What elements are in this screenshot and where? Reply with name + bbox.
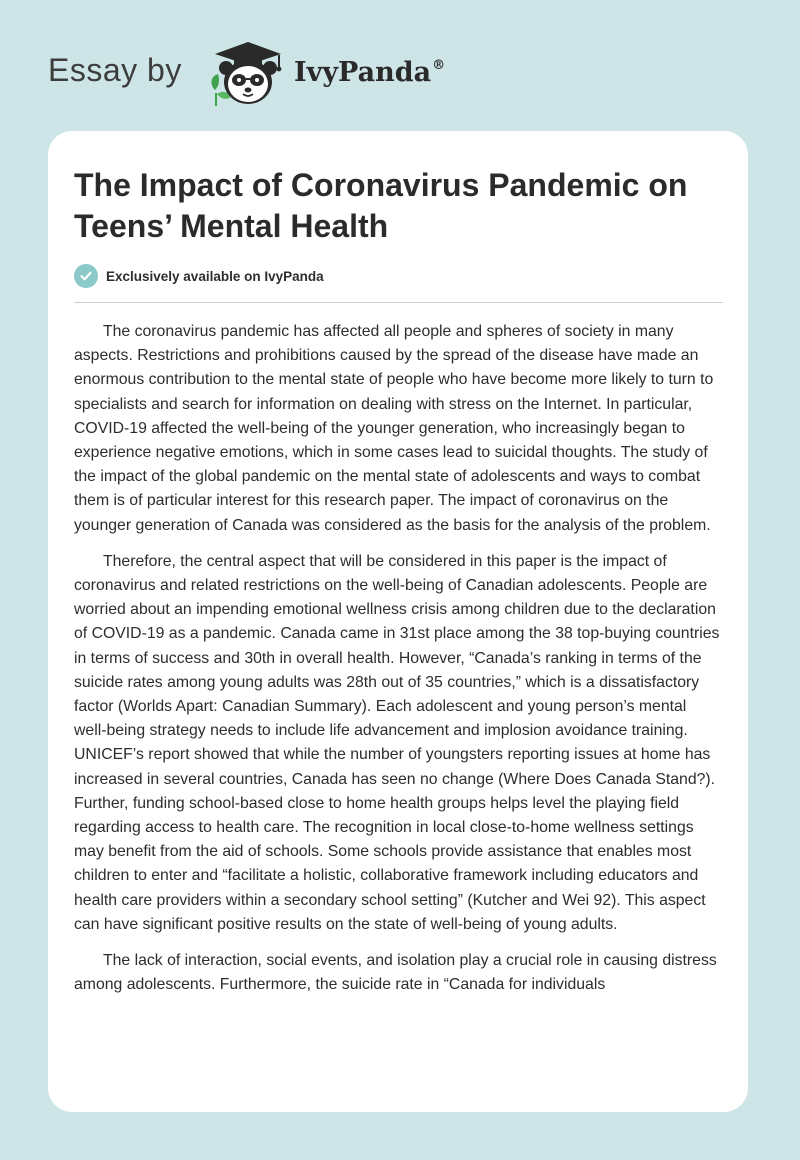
essay-paragraph: The lack of interaction, social events, and isolation play a crucial role in causing distress among adolescents. Furthermore, the suicide rate in “Canada for individuals (74, 952, 717, 994)
divider (74, 302, 723, 303)
site-header (48, 38, 508, 108)
essay-paragraph: Therefore, the central aspect that will be considered in this paper is the impact of coronavirus and related restrictions on the well-being of Canadian adolescents. People are worried about an impending emotional wellness crisis among children due to the declaration of COVID-19 as a pandemic. Canada came in 31st place among the 38 top-buying countries in terms of success and 30th in overall health. However, “Canada’s ranking in terms of the suicide rates among young adults was 28th out of 35 countries,” which is a dissatisfactory factor (Worlds Apart: Canadian Summary). Each adolescent and young person’s mental well-being strategy needs to include life advancement and implosion avoidance training. UNICEF’s report showed that while the number of youngsters reporting issues at home has increased in several countries, Canada has seen no change (Where Does Canada Stand?). Further, funding school-based close to home health groups helps level the playing field regarding access to health care. The recognition in local close-to-home wellness settings may benefit from the aid of schools. Some schools provide assistance that enables most children to enter and “facilitate a holistic, collaborative framework including educators and health care providers within a secondary school setting” (Kutcher and Wei 92). This aspect can have significant positive results on the state of well-being of young adults. (74, 552, 720, 933)
essay-by-label: Essay by (48, 52, 182, 88)
exclusive-badge-text: Exclusively available on IvyPanda (106, 268, 324, 284)
page-title: The Impact of Coronavirus Pandemic on Teens’ Mental Health (74, 167, 688, 244)
essay-card (48, 131, 748, 1112)
essay-body (74, 320, 723, 1009)
registered-mark: ® (432, 58, 446, 73)
essay-paragraph: The coronavirus pandemic has affected all people and spheres of society in many aspects. Restrictions and prohibitions caused by the spread of the disease have made an enormous contribution to the mental state of people who have become more likely to turn to specialists and search for information on dealing with stress on the Internet. In particular, COVID-19 affected the well-being of the younger generation, who increasingly began to experience negative emotions, which in some cases lead to suicidal thoughts. The study of the impact of the global pandemic on the mental state of adolescents and ways to combat them is of particular interest for this research paper. The impact of coronavirus on the younger generation of Canada was considered as the basis for the analysis of the problem. (74, 323, 714, 534)
brand-name[interactable]: IvyPanda® (294, 57, 446, 88)
exclusive-badge (74, 263, 324, 289)
ivypanda-logo-icon[interactable] (201, 38, 291, 108)
check-circle-icon (74, 264, 98, 288)
